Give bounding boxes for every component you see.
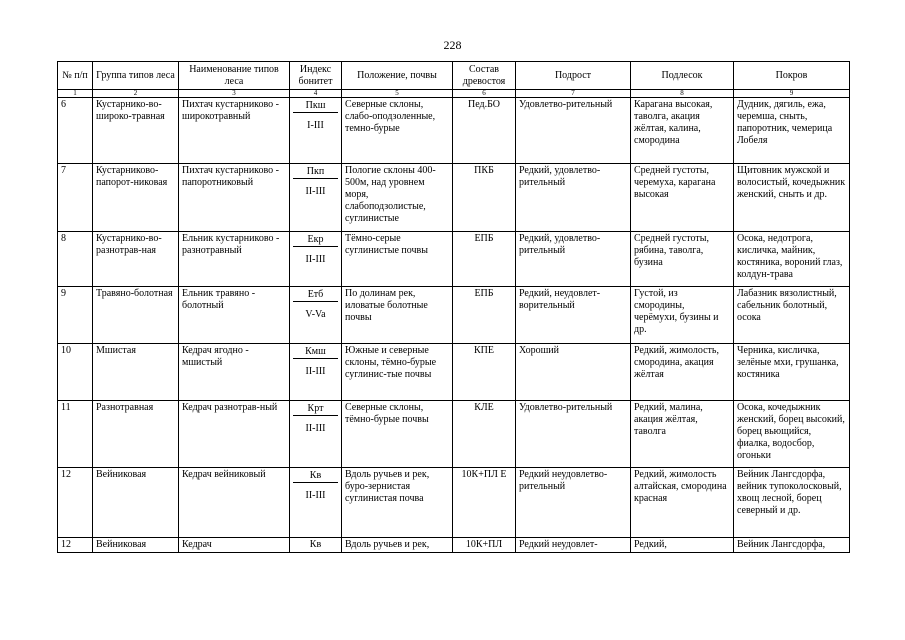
bonitet: II-III [305, 490, 326, 501]
index-bonitet-cell [290, 401, 342, 468]
position-soils: По долинам рек, иловатые болотные почвы [342, 287, 453, 344]
ground-cover: Черника, кисличка, зелёные мхи, грушанка, костяника [734, 344, 850, 401]
header-cell-shrubs: Подлесок [631, 62, 734, 90]
row-number: 10 [58, 344, 93, 401]
undergrowth: Редкий, удовлетво-рительный [516, 232, 631, 287]
forest-group: Кустарнико-во-широко-травная [93, 98, 179, 164]
table-row [58, 287, 850, 344]
stand-composition: ПКБ [453, 164, 516, 232]
bonitet: V-Va [305, 309, 326, 320]
bonitet: I-III [307, 120, 324, 131]
type-index: Етб [293, 288, 338, 302]
table-row [58, 232, 850, 287]
position-soils: Вдоль ручьев и рек, буро-зернистая суглинистая почва [342, 468, 453, 538]
forest-group: Вейниковая [93, 468, 179, 538]
table-row [58, 344, 850, 401]
position-soils: Южные и северные склоны, тёмно-бурые суглинис-тые почвы [342, 344, 453, 401]
type-index: Крт [293, 402, 338, 416]
row-number: 8 [58, 232, 93, 287]
forest-type: Кедрач ягодно - мшистый [179, 344, 290, 401]
row-number: 11 [58, 401, 93, 468]
column-number: 3 [179, 90, 290, 98]
table-row [58, 401, 850, 468]
forest-type: Кедрач вейниковый [179, 468, 290, 538]
type-index: Пкп [293, 165, 338, 179]
ground-cover: Вейник Лангсдорфа, [734, 538, 850, 553]
row-number: 6 [58, 98, 93, 164]
undergrowth: Редкий, удовлетво-рительный [516, 164, 631, 232]
undergrowth: Удовлетво-рительный [516, 98, 631, 164]
type-index: Кмш [293, 345, 338, 359]
ground-cover: Осока, кочедыжник женский, борец высокий, борец вьющийся, фиалка, водосбор, огоньки [734, 401, 850, 468]
position-soils: Северные склоны, слабо-оподзоленные, темно-бурые [342, 98, 453, 164]
bonitet: II-III [305, 366, 326, 377]
stand-composition: Пед.БО [453, 98, 516, 164]
index-bonitet-cell [290, 164, 342, 232]
header-cell-group: Группа типов леса [93, 62, 179, 90]
bonitet: II-III [305, 254, 326, 265]
type-index: Кв [290, 538, 342, 553]
undergrowth: Редкий, неудовлет-ворительный [516, 287, 631, 344]
column-number: 6 [453, 90, 516, 98]
header-cell-undergrowth: Подрост [516, 62, 631, 90]
index-bonitet-cell [290, 232, 342, 287]
shrub-layer: Густой, из смородины, черёмухи, бузины и др. [631, 287, 734, 344]
page-number: 228 [443, 38, 462, 52]
stand-composition: 10К+ПЛ Е [453, 468, 516, 538]
forest-group: Мшистая [93, 344, 179, 401]
position-soils: Вдоль ручьев и рек, [342, 538, 453, 553]
type-index: Екр [293, 233, 338, 247]
forest-type: Ельник травяно - болотный [179, 287, 290, 344]
shrub-layer: Редкий, жимолость, смородина, акация жёлтая [631, 344, 734, 401]
position-soils: Пологие склоны 400-500м, над уровнем моря, слабоподзолистые, суглинистые [342, 164, 453, 232]
shrub-layer: Средней густоты, черемуха, карагана высокая [631, 164, 734, 232]
type-index: Кв [293, 469, 338, 483]
bonitet: II-III [305, 186, 326, 197]
header-cell-stand: Состав древостоя [453, 62, 516, 90]
forest-type: Пихтач кустарниково - папоротниковый [179, 164, 290, 232]
header-cell-cover: Покров [734, 62, 850, 90]
column-number: 9 [734, 90, 850, 98]
column-number: 8 [631, 90, 734, 98]
ground-cover: Дудник, дягиль, ежа, черемша, сныть, папоротник, чемерица Лобеля [734, 98, 850, 164]
stand-composition: ЕПБ [453, 287, 516, 344]
index-bonitet-cell [290, 98, 342, 164]
forest-group: Разнотравная [93, 401, 179, 468]
type-index: Пкш [293, 99, 338, 113]
index-bonitet-cell [290, 468, 342, 538]
stand-composition: КЛЕ [453, 401, 516, 468]
forest-group: Кустарниково-папорот-никовая [93, 164, 179, 232]
ground-cover: Осока, недотрога, кисличка, майник, костяника, вороний глаз, колдун-трава [734, 232, 850, 287]
column-number: 2 [93, 90, 179, 98]
column-number-row [58, 90, 850, 98]
column-number: 7 [516, 90, 631, 98]
row-number: 12 [58, 538, 93, 553]
column-number: 5 [342, 90, 453, 98]
ground-cover: Щитовник мужской и волосистый, кочедыжник женский, сныть и др. [734, 164, 850, 232]
forest-type: Пихтач кустарниково - широкотравный [179, 98, 290, 164]
undergrowth: Редкий неудовлетво-рительный [516, 468, 631, 538]
ground-cover: Вейник Лангсдорфа, вейник тупоколосковый, хвощ лесной, борец северный и др. [734, 468, 850, 538]
position-soils: Тёмно-серые суглинистые почвы [342, 232, 453, 287]
undergrowth: Редкий неудовлет- [516, 538, 631, 553]
forest-type: Ельник кустарниково - разнотравный [179, 232, 290, 287]
forest-types-table [57, 61, 850, 553]
row-number: 12 [58, 468, 93, 538]
shrub-layer: Средней густоты, рябина, таволга, бузина [631, 232, 734, 287]
bonitet: II-III [305, 423, 326, 434]
header-cell-type-name: Наименование типов леса [179, 62, 290, 90]
undergrowth: Удовлетво-рительный [516, 401, 631, 468]
stand-composition: ЕПБ [453, 232, 516, 287]
table-row [58, 468, 850, 538]
row-number: 9 [58, 287, 93, 344]
stand-composition: КПЕ [453, 344, 516, 401]
forest-group: Травяно-болотная [93, 287, 179, 344]
forest-group: Кустарнико-во-разнотрав-ная [93, 232, 179, 287]
header-cell-position: Положение, почвы [342, 62, 453, 90]
row-number: 7 [58, 164, 93, 232]
forest-type: Кедрач [179, 538, 290, 553]
ground-cover: Лабазник вязолистный, сабельник болотный, осока [734, 287, 850, 344]
stand-composition: 10К+ПЛ [453, 538, 516, 553]
index-bonitet-cell [290, 287, 342, 344]
index-bonitet-cell [290, 344, 342, 401]
shrub-layer: Карагана высокая, таволга, акация жёлтая, калина, смородина [631, 98, 734, 164]
forest-type: Кедрач разнотрав-ный [179, 401, 290, 468]
shrub-layer: Редкий, [631, 538, 734, 553]
header-cell-index: Индекс бонитет [290, 62, 342, 90]
table-row [58, 164, 850, 232]
column-number: 4 [290, 90, 342, 98]
position-soils: Северные склоны, тёмно-бурые почвы [342, 401, 453, 468]
table-row [58, 98, 850, 164]
undergrowth: Хороший [516, 344, 631, 401]
header-row [58, 62, 850, 90]
header-cell-number: № п/п [58, 62, 93, 90]
shrub-layer: Редкий, малина, акация жёлтая, таволга [631, 401, 734, 468]
column-number: 1 [58, 90, 93, 98]
shrub-layer: Редкий, жимолость алтайская, смородина красная [631, 468, 734, 538]
table-row [58, 538, 850, 553]
forest-group: Вейниковая [93, 538, 179, 553]
